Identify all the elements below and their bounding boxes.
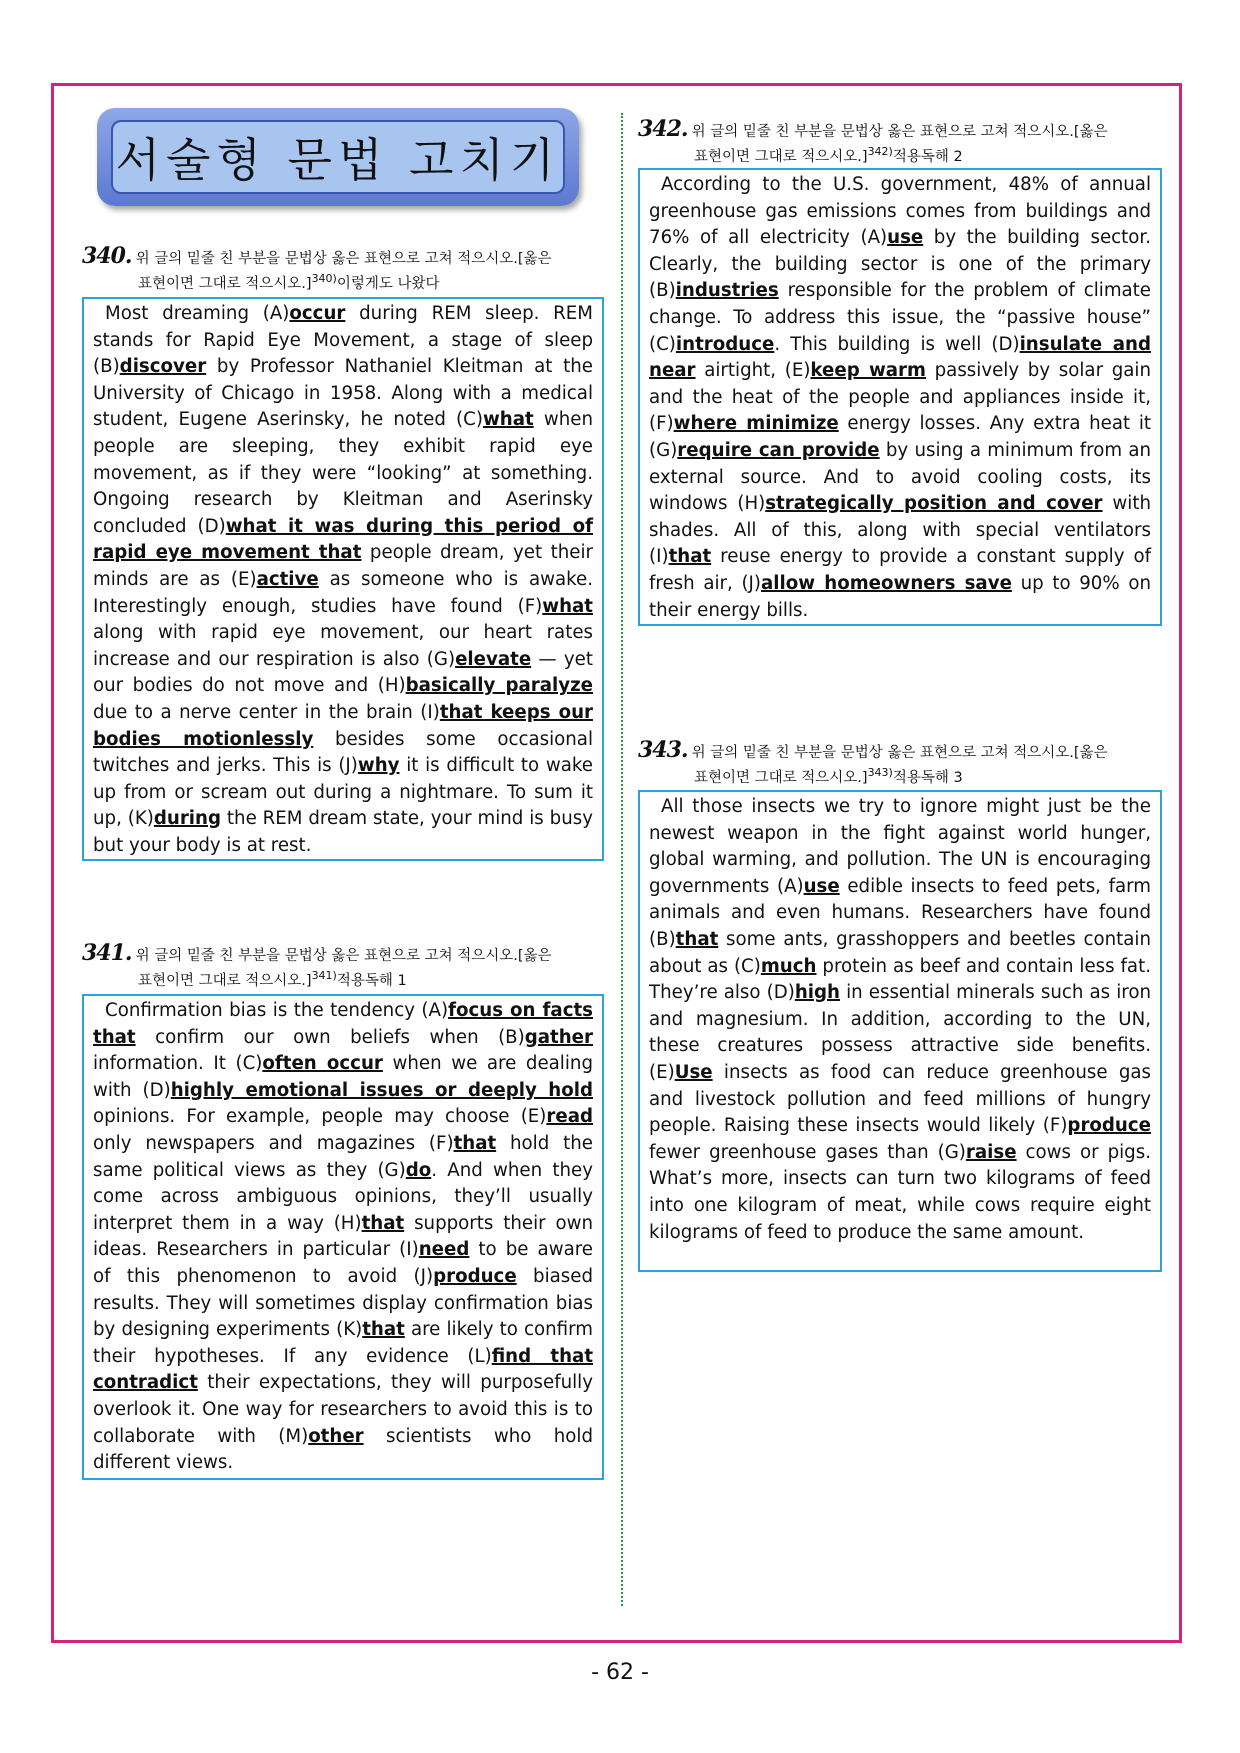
passage-segment: According to the U.S. government, 48% of annual greenhouse gas emissions comes from buildings and 76% of all electricity (A) (649, 174, 1151, 249)
passage-segment: protein as beef and contain less fat. They’re also (D) (649, 955, 1151, 1004)
underlined-target: why (357, 755, 400, 777)
underlined-target: gather (524, 1026, 593, 1048)
passage-segment: supports their own ideas. Researchers in particular (I) (93, 1212, 594, 1261)
passage-segment: confirm our own beliefs when (B) (135, 1026, 525, 1048)
passage-segment: information. It (C) (93, 1053, 263, 1075)
question-source: 적용독해 2 (892, 148, 963, 165)
question-342-header (638, 116, 1163, 167)
passage-segment: during REM sleep. REM stands for Rapid Eye Movement, a stage of sleep (B) (93, 303, 593, 378)
passage-segment: to be aware of this phenomenon to avoid (J) (93, 1239, 593, 1287)
passage-segment: along with rapid eye movement, our heart rates increase and our respiration is also (G) (93, 622, 593, 670)
underlined-target: much (760, 955, 817, 977)
passage-segment: responsible for the problem of climate change. To address this issue, the “passive house” (C) (649, 280, 1151, 355)
question-prompt-cont: 표현이면 그대로 적으시오.] (694, 148, 868, 165)
title-banner (97, 108, 579, 206)
underlined-target: find that contradict (93, 1345, 594, 1394)
passage-segment: All those insects we try to ignore might just be the newest weapon in the fight against world hunger, global warming, and pollution. The UN is encouraging governments (A) (649, 796, 1151, 897)
passage-segment: edible insects to feed pets, farm animals and even humans. Researchers have found (B) (649, 875, 1151, 950)
underlined-target: highly emotional issues or deeply hold (170, 1079, 593, 1101)
underlined-target: basically paralyze (405, 675, 593, 697)
passage-segment: airtight, (E) (695, 360, 811, 382)
question-prompt: 위 글의 밑줄 친 부분을 문법상 옳은 표현으로 고쳐 적으시오.[옳은 (135, 948, 552, 964)
question-source: 적용독해 3 (892, 769, 963, 786)
underlined-target: where minimize (673, 413, 839, 435)
question-prompt: 위 글의 밑줄 친 부분을 문법상 옳은 표현으로 고쳐 적으시오.[옳은 (691, 124, 1108, 140)
question-341-header (82, 940, 607, 991)
passage-segment: energy losses. Any extra heat it (G) (649, 413, 1152, 461)
underlined-target: that keeps our bodies motionlessly (93, 701, 593, 750)
passage-segment: only newspapers and magazines (F) (93, 1132, 454, 1154)
passage-segment: by the building sector. Clearly, the building sector is one of the primary (B) (649, 227, 1151, 302)
passage-segment: it is difficult to wake up from or scream out during a nightmare. To sum it up, (K) (93, 755, 593, 830)
underlined-target: that (453, 1132, 497, 1154)
underlined-target: keep warm (810, 360, 926, 382)
passage-segment: reuse energy to provide a constant supply of fresh air, (J) (649, 546, 1151, 594)
footnote-tag: 341) (311, 969, 337, 982)
passage-segment: Most dreaming (A) (105, 303, 290, 324)
underlined-target: produce (433, 1265, 517, 1287)
question-number: 341. (82, 940, 132, 966)
passage-340-box (82, 297, 604, 861)
passage-segment: scientists who hold different views. (93, 1425, 594, 1474)
question-prompt: 위 글의 밑줄 친 부분을 문법상 옳은 표현으로 고쳐 적으시오.[옳은 (135, 251, 552, 267)
underlined-target: allow homeowners save (761, 572, 1012, 594)
passage-segment: . And when they come across ambiguous opinions, they’ll usually interpret them in a way (H) (93, 1159, 593, 1234)
question-prompt-cont: 표현이면 그대로 적으시오.] (694, 769, 868, 786)
passage-segment: opinions. For example, people may choose (E) (93, 1106, 547, 1128)
passage-segment: when we are dealing with (D) (93, 1053, 593, 1101)
passage-segment: biased results. They will sometimes display confirmation bias by designing experiments (K) (93, 1265, 594, 1341)
passage-segment: due to a nerve center in the brain (I) (93, 701, 440, 723)
underlined-target: that (675, 928, 719, 950)
passage-342-box (638, 168, 1162, 626)
underlined-target: need (418, 1239, 470, 1261)
passage-segment: in essential minerals such as iron and magnesium. In addition, according to the UN, these creatures possess attractive side benefits. (E) (649, 982, 1151, 1083)
underlined-target: produce (1067, 1115, 1151, 1137)
question-number: 342. (638, 116, 688, 142)
underlined-target: insulate and near (649, 333, 1151, 382)
passage-segment: the REM dream state, your mind is busy but your body is at rest. (93, 808, 593, 856)
underlined-target: active (256, 568, 319, 590)
passage-text (93, 998, 593, 1477)
title-banner-inner (111, 120, 565, 194)
underlined-target: that (361, 1212, 405, 1234)
underlined-target: other (308, 1425, 364, 1447)
underlined-target: often occur (262, 1053, 383, 1075)
underlined-target: what it was during this period of rapid eye movement that (93, 515, 593, 564)
underlined-target: introduce (675, 333, 775, 355)
question-number: 343. (638, 737, 688, 763)
passage-segment: passively by solar gain and the heat of the people and appliances inside it, (F) (649, 360, 1151, 435)
underlined-target: what (542, 595, 593, 617)
passage-343-box (638, 790, 1162, 1272)
question-prompt-cont: 표현이면 그대로 적으시오.] (138, 972, 312, 989)
question-source: 이렇게도 나왔다 (336, 275, 440, 292)
passage-segment: up to 90% on their energy bills. (649, 572, 1151, 621)
passage-text (649, 794, 1151, 1246)
underlined-target: raise (965, 1141, 1017, 1163)
underlined-target: occur (289, 303, 346, 324)
passage-segment: their expectations, they will purposefully overlook it. One way for researchers to avoid this is to collaborate with (M) (93, 1372, 593, 1447)
passage-segment: . This building is well (D) (774, 333, 1020, 355)
passage-segment: by using a minimum from an external source. And to avoid cooling costs, its windows (H) (649, 439, 1152, 515)
underlined-target: Use (674, 1061, 713, 1083)
passage-segment: people dream, yet their minds are as (E) (93, 542, 593, 590)
passage-segment: — yet our bodies do not move and (H) (93, 648, 593, 697)
passage-segment: are likely to confirm their hypotheses. If any evidence (L) (93, 1319, 593, 1367)
passage-segment: with shades. All of this, along with special ventilators (I) (649, 493, 1151, 568)
passage-341-box (82, 994, 604, 1480)
passage-segment: hold the same political views as they (G) (93, 1132, 593, 1181)
passage-segment: insects as food can reduce greenhouse gas and livestock pollution and feed millions of hungry people. Raising these insects would likely (F) (649, 1061, 1151, 1137)
page-title: 서술형 문법 고치기 (115, 133, 561, 187)
question-340-header (82, 243, 607, 294)
underlined-target: focus on facts that (93, 1000, 593, 1048)
passage-segment: besides some occasional twitches and jerks. This is (J) (93, 728, 593, 777)
question-number: 340. (82, 243, 132, 269)
passage-segment: fewer greenhouse gases than (G) (649, 1141, 966, 1163)
underlined-target: read (546, 1106, 593, 1128)
underlined-target: use (887, 227, 924, 249)
column-divider (621, 113, 623, 1606)
underlined-target: during (153, 808, 222, 830)
passage-segment: as someone who is awake. Interestingly enough, studies have found (F) (93, 568, 593, 617)
passage-segment: Confirmation bias is the tendency (A) (105, 1000, 449, 1021)
underlined-target: that (362, 1319, 405, 1341)
underlined-target: do (405, 1159, 432, 1181)
question-source: 적용독해 1 (336, 972, 407, 989)
passage-segment: cows or pigs. What’s more, insects can turn two kilograms of feed into one kilogram of meat, while cows require eight kilograms of feed to produce the same amount. (649, 1141, 1151, 1243)
footnote-tag: 343) (867, 766, 893, 779)
underlined-target: use (803, 875, 840, 897)
footnote-tag: 342) (867, 145, 893, 158)
passage-segment: some ants, grasshoppers and beetles contain about as (C) (649, 928, 1151, 977)
passage-text (649, 172, 1151, 624)
underlined-target: high (794, 982, 840, 1004)
question-343-header (638, 737, 1163, 788)
underlined-target: what (482, 409, 534, 431)
question-prompt: 위 글의 밑줄 친 부분을 문법상 옳은 표현으로 고쳐 적으시오.[옳은 (691, 745, 1108, 761)
underlined-target: that (668, 546, 712, 568)
underlined-target: require can provide (677, 439, 880, 461)
passage-text (93, 301, 593, 859)
page-number: - 62 - (591, 1660, 649, 1685)
underlined-target: discover (119, 356, 207, 378)
underlined-target: industries (675, 280, 779, 302)
footnote-tag: 340) (311, 272, 337, 285)
underlined-target: elevate (455, 648, 532, 670)
passage-segment: when people are sleeping, they exhibit rapid eye movement, as if they were “looking” at something. Ongoing research by Kleitman and Aserinsky concluded (D) (93, 409, 593, 537)
question-prompt-cont: 표현이면 그대로 적으시오.] (138, 275, 312, 292)
passage-segment: by Professor Nathaniel Kleitman at the University of Chicago in 1958. Along with a medical student, Eugene Aserinsky, he noted (C) (93, 356, 593, 431)
underlined-target: strategically position and cover (765, 493, 1103, 515)
